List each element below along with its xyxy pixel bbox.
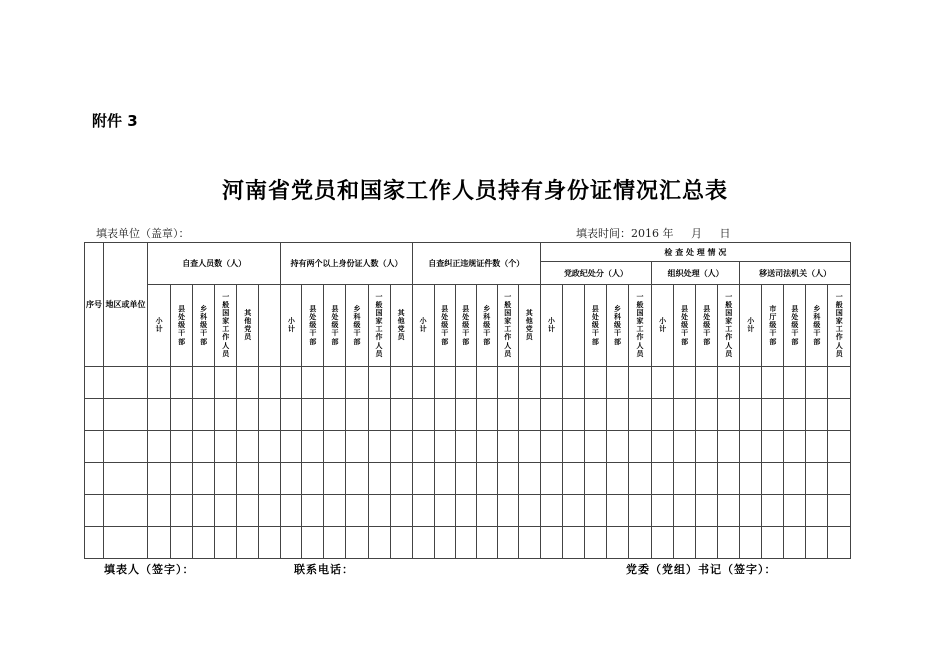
- table-cell[interactable]: [674, 495, 696, 527]
- table-cell[interactable]: [740, 367, 762, 399]
- table-cell[interactable]: [674, 527, 696, 559]
- table-cell[interactable]: [674, 431, 696, 463]
- table-cell[interactable]: [237, 399, 259, 431]
- col-header: 市厅级干部: [762, 285, 784, 367]
- summary-table: [84, 242, 851, 559]
- table-cell[interactable]: [718, 463, 740, 495]
- table-cell[interactable]: [584, 463, 606, 495]
- table-cell[interactable]: [784, 431, 806, 463]
- col-header: 乡科级干部: [193, 285, 215, 367]
- col-header: 一般国家工作人员: [628, 285, 651, 367]
- table-cell[interactable]: [215, 367, 237, 399]
- header-region: 地区或单位: [103, 243, 147, 367]
- table-cell[interactable]: [302, 463, 324, 495]
- table-cell[interactable]: [171, 399, 193, 431]
- table-cell[interactable]: [259, 431, 281, 463]
- table-cell[interactable]: [606, 495, 628, 527]
- header-self-fix: 自查纠正违规证件数（个）: [412, 243, 540, 285]
- table-cell[interactable]: [497, 431, 518, 463]
- table-cell[interactable]: [518, 431, 540, 463]
- table-cell[interactable]: [476, 431, 497, 463]
- table-row: [85, 367, 851, 399]
- table-cell[interactable]: [740, 495, 762, 527]
- col-header: 县处级干部: [674, 285, 696, 367]
- table-cell[interactable]: [562, 367, 584, 399]
- table-cell[interactable]: [584, 399, 606, 431]
- col-header: 一般国家工作人员: [718, 285, 740, 367]
- table-cell[interactable]: [497, 367, 518, 399]
- table-cell[interactable]: [652, 463, 674, 495]
- table-cell[interactable]: [718, 527, 740, 559]
- table-cell[interactable]: [652, 431, 674, 463]
- table-cell[interactable]: [85, 463, 104, 495]
- table-cell[interactable]: [281, 399, 302, 431]
- table-cell[interactable]: [828, 527, 851, 559]
- table-cell[interactable]: [390, 463, 412, 495]
- col-header: [259, 285, 281, 367]
- table-cell[interactable]: [497, 495, 518, 527]
- col-header: 县处级干部: [324, 285, 346, 367]
- table-cell[interactable]: [171, 367, 193, 399]
- table-row: [85, 399, 851, 431]
- table-cell[interactable]: [148, 495, 171, 527]
- table-cell[interactable]: [628, 463, 651, 495]
- table-cell[interactable]: [762, 527, 784, 559]
- table-cell[interactable]: [85, 399, 104, 431]
- table-cell[interactable]: [85, 431, 104, 463]
- table-cell[interactable]: [324, 527, 346, 559]
- table-cell[interactable]: [562, 527, 584, 559]
- col-header: 小计: [740, 285, 762, 367]
- table-cell[interactable]: [434, 463, 455, 495]
- table-cell[interactable]: [652, 367, 674, 399]
- table-cell[interactable]: [540, 431, 562, 463]
- table-cell[interactable]: [455, 527, 476, 559]
- table-cell[interactable]: [259, 495, 281, 527]
- table-cell[interactable]: [346, 495, 368, 527]
- table-cell[interactable]: [784, 527, 806, 559]
- page-title: 河南省党员和国家工作人员持有身份证情况汇总表: [221, 178, 728, 204]
- table-cell[interactable]: [85, 495, 104, 527]
- table-cell[interactable]: [368, 463, 390, 495]
- col-header: 其他党员: [518, 285, 540, 367]
- table-cell[interactable]: [828, 495, 851, 527]
- col-header: 县处级干部: [434, 285, 455, 367]
- table-cell[interactable]: [237, 495, 259, 527]
- table-cell[interactable]: [762, 431, 784, 463]
- table-cell[interactable]: [562, 495, 584, 527]
- col-header: 小计: [540, 285, 562, 367]
- col-header: 其他党员: [237, 285, 259, 367]
- table-cell[interactable]: [434, 431, 455, 463]
- col-header: 乡科级干部: [476, 285, 497, 367]
- table-cell[interactable]: [518, 527, 540, 559]
- col-header: 一般国家工作人员: [828, 285, 851, 367]
- col-header: 县处级干部: [302, 285, 324, 367]
- table-cell[interactable]: [584, 367, 606, 399]
- table-cell[interactable]: [784, 399, 806, 431]
- col-header: 县处级干部: [455, 285, 476, 367]
- table-cell[interactable]: [518, 463, 540, 495]
- table-cell[interactable]: [215, 399, 237, 431]
- table-cell[interactable]: [652, 399, 674, 431]
- table-cell[interactable]: [390, 431, 412, 463]
- col-header: 县处级干部: [584, 285, 606, 367]
- col-header: 县处级干部: [696, 285, 718, 367]
- table-cell[interactable]: [828, 399, 851, 431]
- table-cell[interactable]: [302, 527, 324, 559]
- col-header: 县处级干部: [784, 285, 806, 367]
- table-cell[interactable]: [540, 463, 562, 495]
- table-cell[interactable]: [103, 399, 147, 431]
- col-header: 一般国家工作人员: [368, 285, 390, 367]
- table-cell[interactable]: [628, 399, 651, 431]
- table-cell[interactable]: [148, 527, 171, 559]
- fill-time-day: 日: [719, 227, 731, 240]
- table-cell[interactable]: [103, 527, 147, 559]
- table-cell[interactable]: [476, 367, 497, 399]
- table-cell[interactable]: [718, 495, 740, 527]
- table-cell[interactable]: [390, 527, 412, 559]
- table-cell[interactable]: [828, 463, 851, 495]
- table-cell[interactable]: [302, 367, 324, 399]
- table-cell[interactable]: [368, 367, 390, 399]
- table-cell[interactable]: [540, 399, 562, 431]
- table-cell[interactable]: [762, 367, 784, 399]
- col-header: [562, 285, 584, 367]
- attachment-label: 附件 3: [92, 112, 138, 130]
- table-cell[interactable]: [148, 431, 171, 463]
- table-row: [85, 495, 851, 527]
- table-cell[interactable]: [696, 367, 718, 399]
- header-judicial: 移送司法机关（人）: [740, 262, 851, 285]
- table-cell[interactable]: [412, 399, 434, 431]
- table-cell[interactable]: [237, 527, 259, 559]
- table-cell[interactable]: [762, 495, 784, 527]
- table-cell[interactable]: [215, 495, 237, 527]
- table-cell[interactable]: [652, 527, 674, 559]
- table-cell[interactable]: [540, 527, 562, 559]
- table-cell[interactable]: [740, 527, 762, 559]
- phone-label: 联系电话：: [294, 563, 354, 576]
- table-cell[interactable]: [628, 367, 651, 399]
- table-cell[interactable]: [784, 463, 806, 495]
- col-header: 其他党员: [390, 285, 412, 367]
- table-cell[interactable]: [148, 399, 171, 431]
- table-cell[interactable]: [696, 431, 718, 463]
- table-cell[interactable]: [628, 495, 651, 527]
- table-cell[interactable]: [718, 367, 740, 399]
- table-cell[interactable]: [828, 367, 851, 399]
- table-cell[interactable]: [674, 367, 696, 399]
- table-cell[interactable]: [628, 527, 651, 559]
- table-cell[interactable]: [455, 463, 476, 495]
- table-cell[interactable]: [762, 399, 784, 431]
- table-cell[interactable]: [215, 463, 237, 495]
- table-cell[interactable]: [148, 367, 171, 399]
- table-cell[interactable]: [259, 367, 281, 399]
- table-cell[interactable]: [696, 527, 718, 559]
- table-cell[interactable]: [171, 463, 193, 495]
- table-cell[interactable]: [324, 431, 346, 463]
- table-cell[interactable]: [390, 495, 412, 527]
- table-cell[interactable]: [740, 463, 762, 495]
- col-header: 小计: [148, 285, 171, 367]
- col-header: 乡科级干部: [806, 285, 828, 367]
- table-cell[interactable]: [606, 527, 628, 559]
- fill-time-month: 月: [691, 227, 702, 240]
- table-cell[interactable]: [540, 495, 562, 527]
- table-cell[interactable]: [302, 399, 324, 431]
- table-cell[interactable]: [346, 367, 368, 399]
- table-cell[interactable]: [584, 431, 606, 463]
- table-cell[interactable]: [497, 399, 518, 431]
- fill-time-year: 填表时间：2016 年: [576, 227, 674, 240]
- col-header: 小计: [281, 285, 302, 367]
- table-cell[interactable]: [434, 367, 455, 399]
- table-cell[interactable]: [237, 367, 259, 399]
- header-check-handle: 检 查 处 理 情 况: [540, 243, 850, 262]
- table-cell[interactable]: [434, 495, 455, 527]
- col-header: 乡科级干部: [606, 285, 628, 367]
- col-header: 小计: [412, 285, 434, 367]
- table-cell[interactable]: [562, 463, 584, 495]
- table-cell[interactable]: [103, 431, 147, 463]
- table-cell[interactable]: [518, 367, 540, 399]
- table-cell[interactable]: [346, 463, 368, 495]
- table-cell[interactable]: [806, 495, 828, 527]
- table-cell[interactable]: [476, 527, 497, 559]
- header-multi-id: 持有两个以上身份证人数（人）: [281, 243, 412, 285]
- table-cell[interactable]: [434, 527, 455, 559]
- header-party-discipline: 党政纪处分（人）: [540, 262, 651, 285]
- header-seq: 序号: [85, 243, 104, 367]
- table-cell[interactable]: [281, 431, 302, 463]
- table-cell[interactable]: [628, 431, 651, 463]
- table-cell[interactable]: [806, 367, 828, 399]
- table-cell[interactable]: [412, 495, 434, 527]
- table-cell[interactable]: [806, 399, 828, 431]
- table-row: [85, 463, 851, 495]
- table-row: [85, 527, 851, 559]
- table-cell[interactable]: [324, 495, 346, 527]
- table-row: [85, 431, 851, 463]
- table-cell[interactable]: [390, 367, 412, 399]
- table-cell[interactable]: [412, 463, 434, 495]
- table-cell[interactable]: [455, 399, 476, 431]
- table-cell[interactable]: [476, 495, 497, 527]
- table-cell[interactable]: [324, 399, 346, 431]
- table-cell[interactable]: [193, 495, 215, 527]
- table-cell[interactable]: [806, 431, 828, 463]
- table-cell[interactable]: [562, 399, 584, 431]
- col-header: 乡科级干部: [346, 285, 368, 367]
- table-cell[interactable]: [85, 527, 104, 559]
- table-cell[interactable]: [696, 399, 718, 431]
- fill-unit-label: 填表单位（盖章）：: [96, 227, 190, 240]
- table-cell[interactable]: [455, 495, 476, 527]
- table-cell[interactable]: [368, 431, 390, 463]
- table-cell[interactable]: [302, 431, 324, 463]
- table-cell[interactable]: [806, 527, 828, 559]
- col-header: 一般国家工作人员: [497, 285, 518, 367]
- table-cell[interactable]: [171, 431, 193, 463]
- table-cell[interactable]: [652, 495, 674, 527]
- table-cell[interactable]: [718, 399, 740, 431]
- table-cell[interactable]: [193, 399, 215, 431]
- table-cell[interactable]: [762, 463, 784, 495]
- filler-signature-label: 填表人（签字）：: [104, 563, 195, 576]
- table-cell[interactable]: [148, 463, 171, 495]
- table-cell[interactable]: [606, 367, 628, 399]
- table-cell[interactable]: [674, 399, 696, 431]
- table-cell[interactable]: [103, 495, 147, 527]
- table-cell[interactable]: [281, 367, 302, 399]
- table-cell[interactable]: [412, 527, 434, 559]
- table-cell[interactable]: [476, 399, 497, 431]
- table-cell[interactable]: [828, 431, 851, 463]
- table-cell[interactable]: [259, 527, 281, 559]
- header-self-check: 自查人员数（人）: [148, 243, 281, 285]
- table-cell[interactable]: [215, 431, 237, 463]
- table-cell[interactable]: [103, 367, 147, 399]
- col-header: 一般国家工作人员: [215, 285, 237, 367]
- table-cell[interactable]: [237, 431, 259, 463]
- table-cell[interactable]: [346, 399, 368, 431]
- table-cell[interactable]: [606, 431, 628, 463]
- table-cell[interactable]: [562, 431, 584, 463]
- table-cell[interactable]: [540, 367, 562, 399]
- table-cell[interactable]: [171, 495, 193, 527]
- table-cell[interactable]: [390, 399, 412, 431]
- table-cell[interactable]: [740, 399, 762, 431]
- table-cell[interactable]: [193, 463, 215, 495]
- table-cell[interactable]: [740, 431, 762, 463]
- table-cell[interactable]: [674, 463, 696, 495]
- table-cell[interactable]: [606, 399, 628, 431]
- table-cell[interactable]: [193, 431, 215, 463]
- secretary-signature-label: 党委（党组）书记（签字）：: [626, 563, 777, 576]
- table-cell[interactable]: [455, 367, 476, 399]
- table-cell[interactable]: [368, 527, 390, 559]
- table-cell[interactable]: [368, 399, 390, 431]
- table-cell[interactable]: [518, 399, 540, 431]
- table-cell[interactable]: [606, 463, 628, 495]
- table-cell[interactable]: [281, 527, 302, 559]
- table-cell[interactable]: [215, 527, 237, 559]
- table-cell[interactable]: [237, 463, 259, 495]
- table-cell[interactable]: [259, 463, 281, 495]
- table-cell[interactable]: [497, 463, 518, 495]
- col-header: 小计: [652, 285, 674, 367]
- table-cell[interactable]: [518, 495, 540, 527]
- table-cell[interactable]: [718, 431, 740, 463]
- table-cell[interactable]: [476, 463, 497, 495]
- table-cell[interactable]: [455, 431, 476, 463]
- table-cell[interactable]: [193, 367, 215, 399]
- table-cell[interactable]: [497, 527, 518, 559]
- table-cell[interactable]: [281, 463, 302, 495]
- table-cell[interactable]: [259, 399, 281, 431]
- col-header: 县处级干部: [171, 285, 193, 367]
- table-cell[interactable]: [324, 367, 346, 399]
- table-cell[interactable]: [281, 495, 302, 527]
- table-cell[interactable]: [346, 527, 368, 559]
- header-org-handle: 组织处理（人）: [652, 262, 740, 285]
- table-cell[interactable]: [696, 463, 718, 495]
- table-cell[interactable]: [171, 527, 193, 559]
- table-cell[interactable]: [784, 367, 806, 399]
- table-cell[interactable]: [696, 495, 718, 527]
- table-cell[interactable]: [103, 463, 147, 495]
- table-cell[interactable]: [368, 495, 390, 527]
- table-cell[interactable]: [434, 399, 455, 431]
- table-cell[interactable]: [412, 431, 434, 463]
- table-cell[interactable]: [806, 463, 828, 495]
- table-cell[interactable]: [346, 431, 368, 463]
- table-cell[interactable]: [412, 367, 434, 399]
- fill-time-label: [576, 225, 745, 241]
- table-cell[interactable]: [584, 527, 606, 559]
- table-cell[interactable]: [85, 367, 104, 399]
- table-cell[interactable]: [324, 463, 346, 495]
- table-cell[interactable]: [584, 495, 606, 527]
- table-cell[interactable]: [302, 495, 324, 527]
- table-cell[interactable]: [193, 527, 215, 559]
- table-cell[interactable]: [784, 495, 806, 527]
